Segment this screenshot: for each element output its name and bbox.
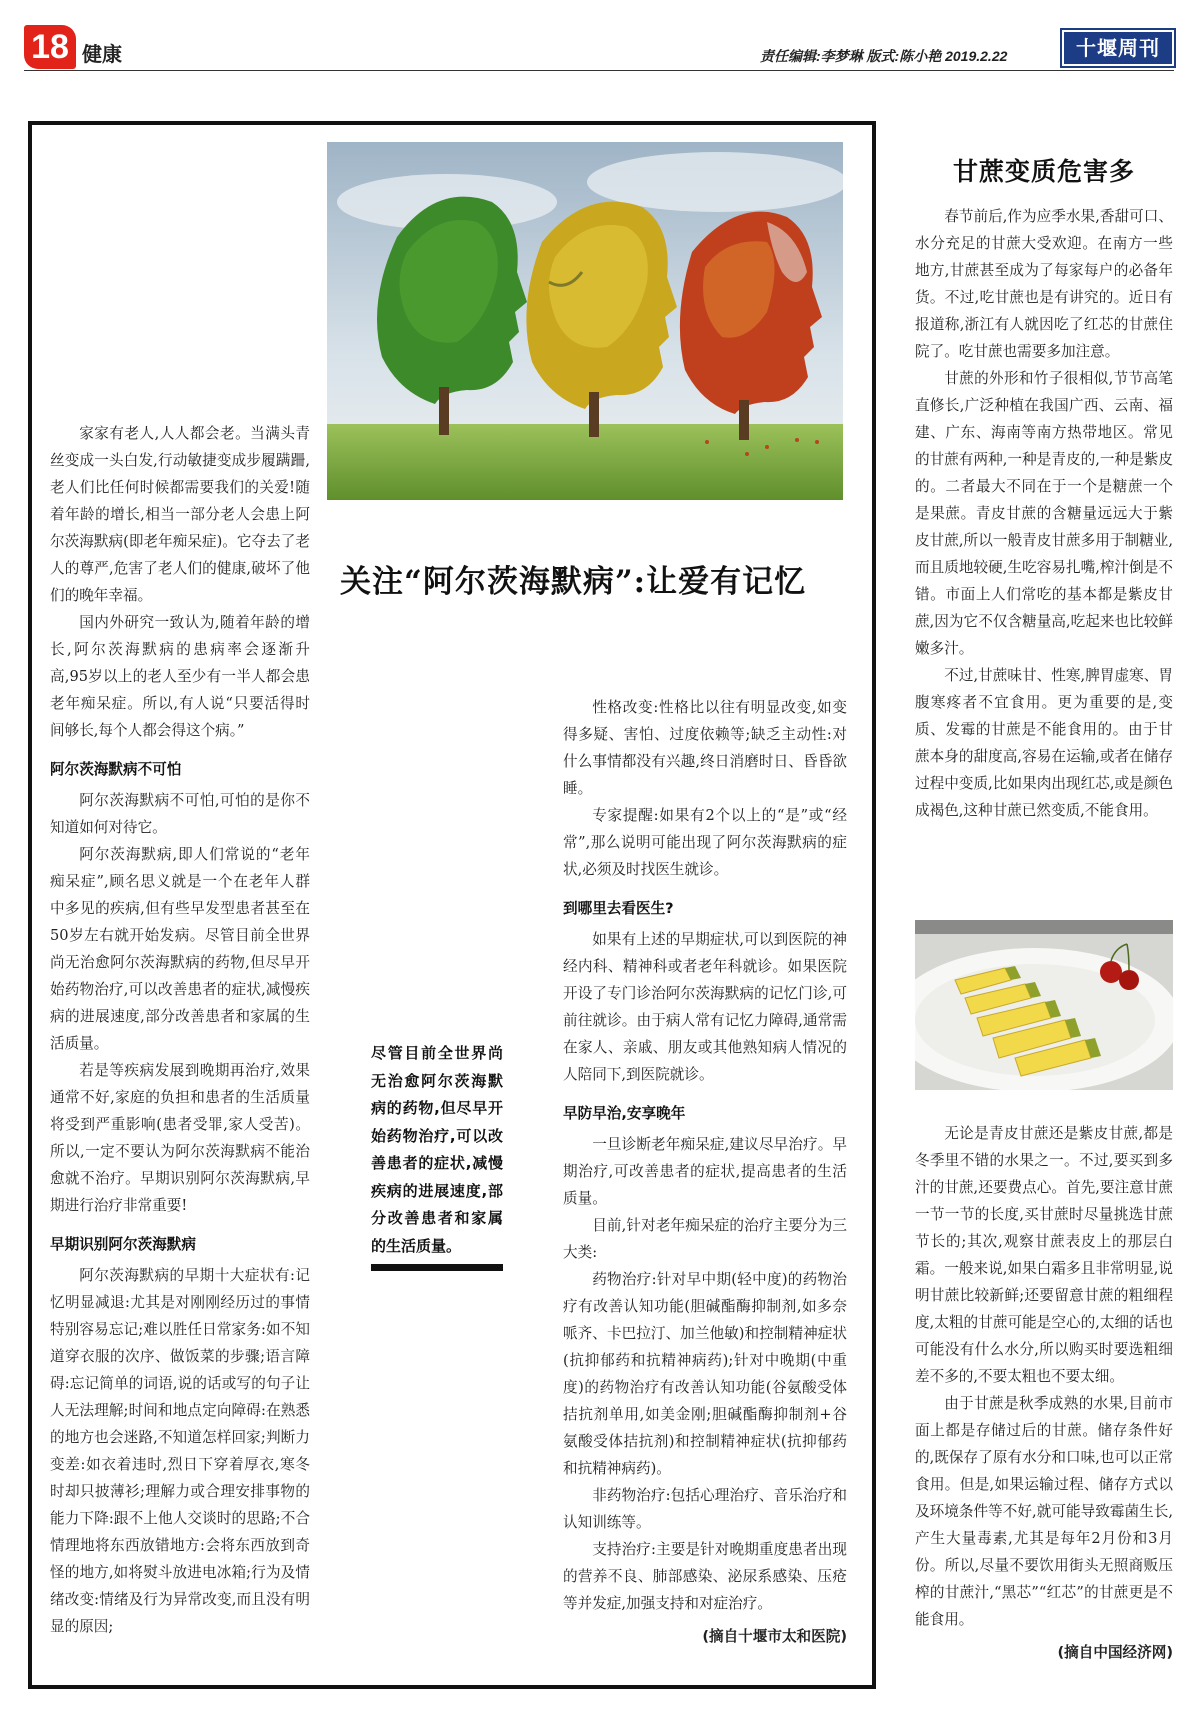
paragraph: 若是等疾病发展到晚期再治疗,效果通常不好,家庭的负担和患者的生活质量将受到严重影响(患者受罪,家人受苦)。所以,一定不要认为阿尔茨海默病不能治愈就不治疗。早期识别阿尔茨海默病,早期进行治疗非常重要!	[50, 1062, 310, 1214]
paragraph: 春节前后,作为应季水果,香甜可口、水分充足的甘蔗大受欢迎。在南方一些地方,甘蔗甚至成为了每家每户的必备年货。不过,吃甘蔗也是有讲究的。近日有报道称,浙江有人就因吃了红芯的甘蔗住院了。吃甘蔗也需要多加注意。	[915, 208, 1173, 360]
header-rule	[24, 70, 1174, 71]
paragraph: 由于甘蔗是秋季成熟的水果,目前市面上都是存储过后的甘蔗。储存条件好的,既保存了原有水分和口味,也可以正常食用。但是,如果运输过程、储存方式以及环境条件等不好,就可能导致霉菌生长,产生大量毒素,尤其是每年2月份和3月份。所以,尽量不要饮用街头无照商贩压榨的甘蔗汁,“黑芯”“红芯”的甘蔗更是不能食用。	[915, 1395, 1173, 1628]
main-headline: 关注“阿尔茨海默病”:让爱有记忆	[340, 564, 807, 600]
paragraph: 阿尔茨海默病,即人们常说的“老年痴呆症”,顾名思义就是一个在老年人群中多见的疾病,但有些早发型患者甚至在50岁左右就开始发病。尽管目前全世界尚无治愈阿尔茨海默病的药物,但尽早开始药物治疗,可以改善患者的症状,减慢疾病的进展速度,部分改善患者和家属的生活质量。	[50, 846, 310, 1052]
paragraph: 支持治疗:主要是针对晚期重度患者出现的营养不良、肺部感染、泌尿系感染、压疮等并发症,加强支持和对症治疗。	[563, 1541, 847, 1612]
paragraph: 专家提醒:如果有2个以上的“是”或“经常”,那么说明可能出现了阿尔茨海默病的症状,必须及时找医生就诊。	[563, 807, 847, 878]
sugarcane-plate-image	[915, 920, 1173, 1090]
editor-credits: 责任编辑:李梦琳 版式:陈小艳 2019.2.22	[760, 48, 1008, 64]
paragraph: 一旦诊断老年痴呆症,建议尽早治疗。早期治疗,可改善患者的症状,提高患者的生活质量。	[563, 1136, 847, 1207]
subheading: 早期识别阿尔茨海默病	[50, 1236, 196, 1253]
masthead-logo: 十堰周刊	[1060, 28, 1176, 68]
article-source: (摘自中国经济网)	[1057, 1644, 1173, 1661]
paragraph: 阿尔茨海默病不可怕,可怕的是你不知道如何对待它。	[50, 792, 310, 836]
pull-quote: 尽管目前全世界尚无治愈阿尔茨海默病的药物,但尽早开始药物治疗,可以改善患者的症状,减慢疾病的进展速度,部分改善患者和家属的生活质量。	[371, 1044, 503, 1255]
paragraph: 不过,甘蔗味甘、性寒,脾胃虚寒、胃腹寒疼者不宜食用。更为重要的是,变质、发霉的甘蔗是不能食用的。由于甘蔗本身的甜度高,容易在运输,或者在储存过程中变质,比如果肉出现红芯,或是颜色成褐色,这种甘蔗已然变质,不能食用。	[915, 667, 1173, 819]
paragraph: 甘蔗的外形和竹子很相似,节节高笔直修长,广泛种植在我国广西、云南、福建、广东、海南等南方热带地区。常见的甘蔗有两种,一种是青皮的,一种是紫皮的。二者最大不同在于一个是糖蔗一个是果蔗。青皮甘蔗的含糖量远远大于紫皮甘蔗,所以一般青皮甘蔗多用于制糖业,而且质地较硬,生吃容易扎嘴,榨汁倒是不错。市面上人们常吃的基本都是紫皮甘蔗,因为它不仅含糖量高,吃起来也比较鲜嫩多汁。	[915, 370, 1173, 657]
subheading: 到哪里去看医生?	[563, 900, 674, 917]
side-article-column-bottom	[915, 1120, 1173, 1666]
article-source: (摘自十堰市太和医院)	[702, 1628, 847, 1645]
paragraph: 药物治疗:针对早中期(轻中度)的药物治疗有改善认知功能(胆碱酯酶抑制剂,如多奈哌齐、卡巴拉汀、加兰他敏)和控制精神症状(抗抑郁药和抗精神病药);针对中晚期(中重度)的药物治疗有改善认知功能(谷氨酸受体拮抗剂单用,如美金刚;胆碱酯酶抑制剂+谷氨酸受体拮抗剂)和控制精神症状(抗抑郁药和抗精神病药)。	[563, 1271, 847, 1477]
page-number: 18	[24, 25, 76, 69]
paragraph: 非药物治疗:包括心理治疗、音乐治疗和认知训练等。	[563, 1487, 847, 1531]
side-article-column-top	[915, 203, 1173, 824]
pull-quote-bar	[371, 1264, 503, 1271]
paragraph: 如果有上述的早期症状,可以到医院的神经内科、精神科或者老年科就诊。如果医院开设了专门诊治阿尔茨海默病的记忆门诊,可前往就诊。由于病人常有记忆力障碍,通常需在家人、亲戚、朋友或其他熟知病人情况的人陪同下,到医院就诊。	[563, 931, 847, 1083]
subheading: 早防早治,安享晚年	[563, 1105, 686, 1122]
paragraph: 性格改变:性格比以往有明显改变,如变得多疑、害怕、过度依赖等;缺乏主动性:对什么事情都没有兴趣,终日消磨时日、昏昏欲睡。	[563, 699, 847, 797]
section-title: 健康	[82, 42, 122, 66]
paragraph: 无论是青皮甘蔗还是紫皮甘蔗,都是冬季里不错的水果之一。不过,要买到多汁的甘蔗,还要费点心。首先,要注意甘蔗一节一节的长度,买甘蔗时尽量挑选甘蔗节长的;其次,观察甘蔗表皮上的那层白霜。一般来说,如果白霜多且非常明显,说明甘蔗比较新鲜;还要留意甘蔗的粗细程度,太粗的甘蔗可能是空心的,太细的话也可能没有什么水分,所以购买时要选粗细差不多的,不要太粗也不要太细。	[915, 1125, 1173, 1385]
paragraph: 阿尔茨海默病的早期十大症状有:记忆明显减退:尤其是对刚刚经历过的事情特别容易忘记;难以胜任日常家务:如不知道穿衣服的次序、做饭菜的步骤;语言障碍:忘记简单的词语,说的话或写的句子让人无法理解;时间和地点定向障碍:在熟悉的地方也会迷路,不知道怎样回家;判断力变差:如衣着违时,烈日下穿着厚衣,寒冬时却只披薄衫;理解力或合理安排事物的能力下降:跟不上他人交谈时的思路;不合情理地将东西放错地方:会将东西放到奇怪的地方,如将熨斗放进电冰箱;行为及情绪改变:情绪及行为异常改变,而且没有明显的原因;	[50, 1267, 310, 1635]
paragraph: 家家有老人,人人都会老。当满头青丝变成一头白发,行动敏捷变成步履蹒跚,老人们比任何时候都需要我们的关爱!随着年龄的增长,相当一部分老人会患上阿尔茨海默病(即老年痴呆症)。它夺去了老人的尊严,危害了老人们的健康,破坏了他们的晚年幸福。	[50, 425, 310, 604]
side-headline: 甘蔗变质危害多	[952, 157, 1135, 186]
paragraph: 国内外研究一致认为,随着年龄的增长,阿尔茨海默病的患病率会逐渐升高,95岁以上的老人至少有一半人都会患老年痴呆症。所以,有人说“只要活得时间够长,每个人都会得这个病。”	[50, 614, 310, 739]
paragraph: 目前,针对老年痴呆症的治疗主要分为三大类:	[563, 1217, 847, 1261]
subheading: 阿尔茨海默病不可怕	[50, 761, 182, 778]
three-head-trees-image	[327, 142, 843, 500]
main-article-column-1	[50, 420, 310, 1640]
main-article-column-2	[563, 694, 847, 1650]
